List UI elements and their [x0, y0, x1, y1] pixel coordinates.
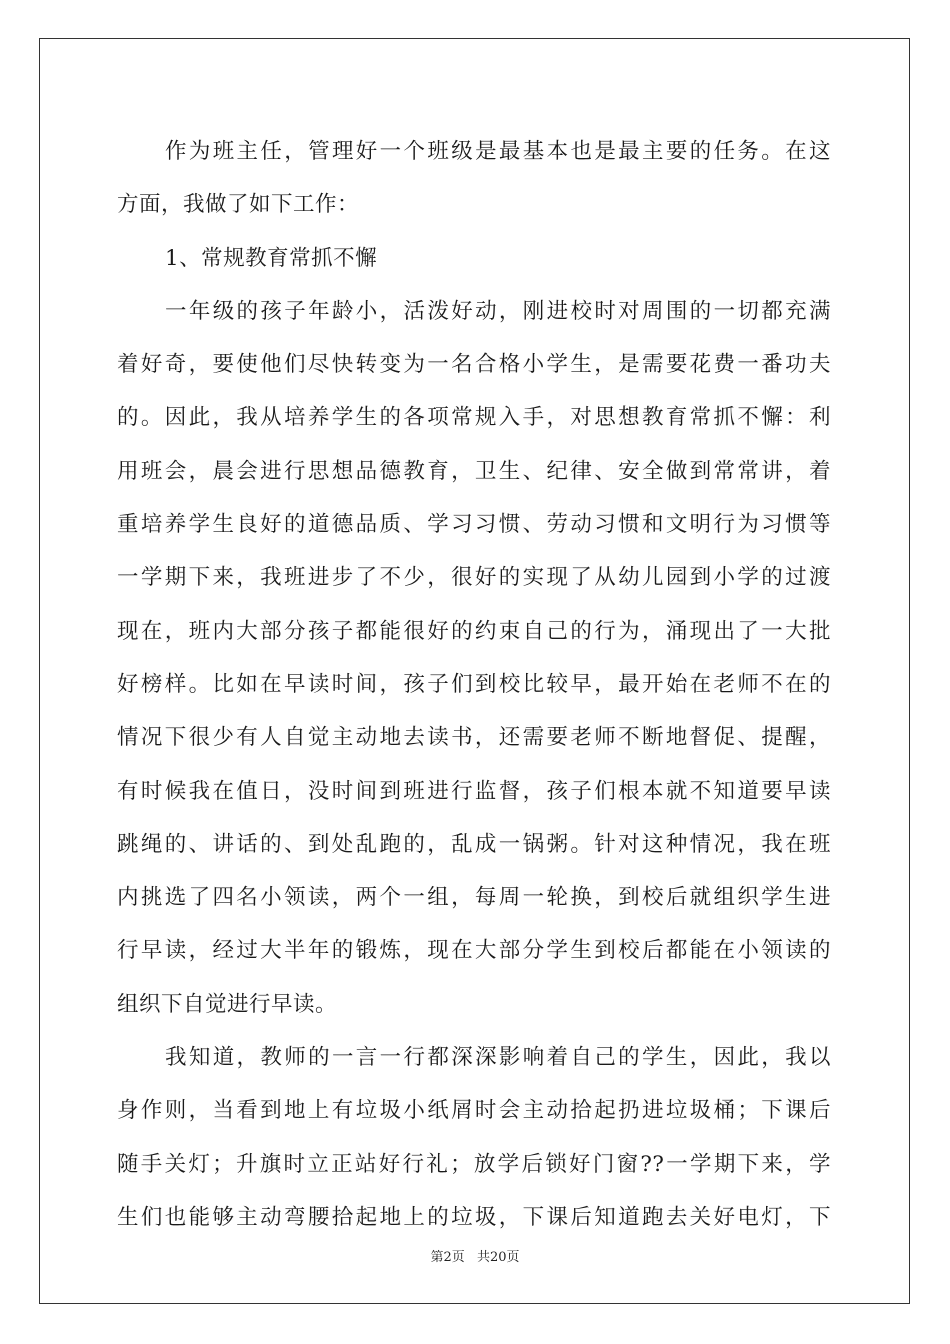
text-line: 用班会，晨会进行思想品德教育，卫生、纪律、安全做到常常讲，着 — [117, 458, 831, 484]
page-footer — [0, 1246, 950, 1265]
document-body — [117, 125, 831, 1244]
text-line: 现在，班内大部分孩子都能很好的约束自己的行为，涌现出了一大批 — [117, 618, 831, 644]
text-line: 重培养学生良好的道德品质、学习习惯、劳动习惯和文明行为习惯等 — [117, 512, 831, 538]
text-line: 一学期下来，我班进步了不少，很好的实现了从幼儿园到小学的过渡 — [117, 565, 831, 591]
text-line: 生们也能够主动弯腰拾起地上的垃圾，下课后知道跑去关好电灯，下 — [117, 1204, 831, 1230]
text-line: 跳绳的、讲话的、到处乱跑的，乱成一锅粥。针对这种情况，我在班 — [117, 831, 831, 857]
text-line: 好榜样。比如在早读时间，孩子们到校比较早，最开始在老师不在的 — [117, 671, 831, 697]
text-line: 随手关灯；升旗时立正站好行礼；放学后锁好门窗??一学期下来，学 — [117, 1151, 831, 1177]
text-line: 身作则，当看到地上有垃圾小纸屑时会主动拾起扔进垃圾桶；下课后 — [117, 1098, 831, 1124]
text-line: 一年级的孩子年龄小，活泼好动，刚进校时对周围的一切都充满 — [165, 298, 831, 324]
text-line: 情况下很少有人自觉主动地去读书，还需要老师不断地督促、提醒， — [117, 725, 831, 751]
text-line: 内挑选了四名小领读，两个一组，每周一轮换，到校后就组织学生进 — [117, 885, 831, 911]
text-line: 的。因此，我从培养学生的各项常规入手，对思想教育常抓不懈：利 — [117, 405, 831, 431]
text-line: 我知道，教师的一言一行都深深影响着自己的学生，因此，我以 — [165, 1045, 831, 1071]
text-line: 1、常规教育常抓不懈 — [165, 245, 378, 271]
text-line: 作为班主任，管理好一个班级是最基本也是最主要的任务。在这 — [165, 139, 831, 164]
text-line: 有时候我在值日，没时间到班进行监督，孩子们根本就不知道要早读 — [117, 778, 831, 804]
page-total: 共20页 — [476, 1250, 520, 1265]
text-line: 行早读，经过大半年的锻炼，现在大部分学生到校后都能在小领读的 — [117, 938, 831, 964]
text-line: 组织下自觉进行早读。 — [117, 991, 338, 1017]
page-number: 第2页 — [430, 1250, 465, 1265]
text-line: 着好奇，要使他们尽快转变为一名合格小学生，是需要花费一番功夫 — [117, 352, 831, 378]
text-line: 方面，我做了如下工作： — [117, 192, 360, 218]
